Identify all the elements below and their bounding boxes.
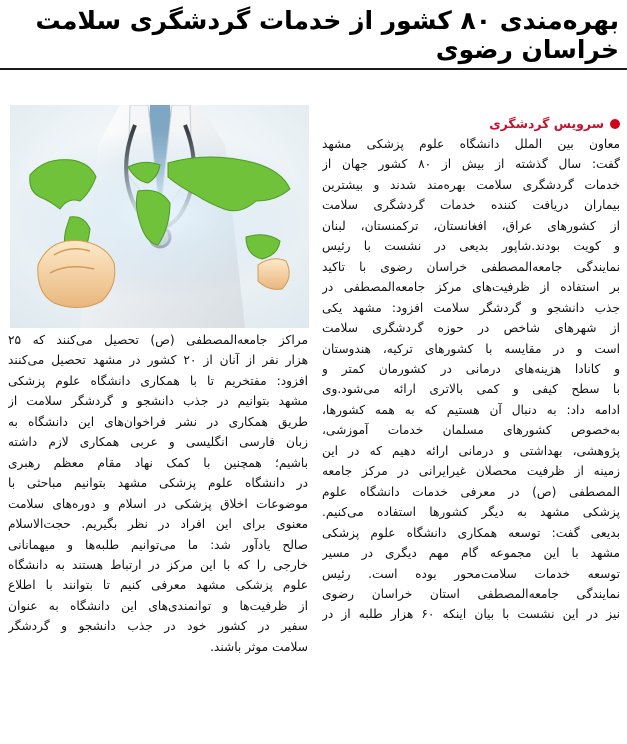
right-column-line: جذب دانشجو و گردشگر سلامت افزود: مشهد یکی: [322, 300, 620, 315]
left-column-line: صالح یادآور شد: ما می‌توانیم طلبه‌ها و میهمانانی: [8, 537, 308, 552]
right-column-line: المصطفی (ص) در معرفی خدمات دانشگاه علوم: [322, 484, 620, 499]
bullet-dot-icon: [610, 119, 620, 129]
headline-rule: [0, 68, 627, 70]
right-column-text: [322, 134, 620, 625]
right-column-line: با سطح کیفی و کمی بالاتری ارائه می‌شود.وی: [322, 382, 620, 397]
left-column-line: علوم پزشکی مشهد معرفی کنیم تا بتوانند با اطلاع: [8, 578, 308, 593]
left-column-line: طریق همکاری در نشر فراخوان‌های این دانشگاه به: [8, 414, 308, 429]
right-column-line: نیز در این نشست با بیان اینکه ۶۰ هزار طلبه از در: [322, 607, 620, 622]
left-column-line: در دانشگاه علوم پزشکی مشهد بتوانیم مباحثی با: [8, 476, 308, 491]
right-column-line: از کشورهای عراق، افغانستان، ترکمنستان، لبنان: [322, 218, 620, 233]
left-column-line: سلامت موثر باشند.: [210, 639, 308, 654]
left-column-line: مشهد بتوانیم در جذب دانشجو و گردشگر سلامت از: [8, 394, 308, 409]
left-column-line: موضوعات اخلاق پزشکی در اسلام و دوره‌های سلامت: [8, 496, 308, 511]
left-column-line: زبان فارسی انگلیسی و عربی همکاری لازم داشته: [8, 435, 308, 450]
left-column-line: باشیم؛ همچنین با کمک نهاد مقام معظم رهبری: [8, 455, 308, 470]
right-column-line: و کویت بودند.شاپور بدیعی در نشست با رئیس: [322, 239, 620, 254]
right-column-line: بیماران دریافت کننده خدمات گردشگری سلامت: [322, 198, 620, 213]
service-label: سرویس گردشگری: [489, 116, 604, 131]
right-column-line: پزشکی مشهد به دیگر کشورها استفاده می‌کنیم.: [322, 505, 620, 520]
left-column-line: هزار نفر از آنان از ۲۰ کشور در مشهد تحصیل می‌کنند: [8, 353, 308, 368]
right-column-line: ادامه داد: به دنبال آن هستیم که به همه کشورها،: [322, 402, 620, 417]
right-column-line: بدیعی گفت: توسعه همکاری دانشگاه علوم پزشکی: [322, 525, 620, 540]
right-column-line: و کانادا هزینه‌های درمانی در کشورمان کمتر و: [322, 361, 620, 376]
right-column-line: زمینه از ظرفیت محصلان غیرایرانی در مرکز جامعه: [322, 464, 620, 479]
article-column-left: [8, 330, 308, 657]
right-column-line: است و در مقایسه با کشورهای ترکیه، هندوستان: [322, 341, 620, 356]
right-column-line: توسعه خدمات سلامت‌محور بوده است. رئیس: [322, 566, 620, 581]
right-column-line: مشهد با این مجموعه گام مهم دیگری در مسیر: [322, 546, 620, 561]
service-byline: [322, 114, 620, 134]
right-column-line: پژوهشی، بهداشتی و درمانی ارائه دهیم که در این: [322, 443, 620, 458]
right-column-line: نمایندگی جامعه‌المصطفی خراسان رضوی با تاکید: [322, 259, 620, 274]
right-column-line: گفت: سال گذشته از بیش از ۸۰ کشور جهان از: [322, 157, 620, 172]
right-column-line: بر استفاده از ظرفیت‌های مرکز جامعه‌المصطفی در: [322, 280, 620, 295]
right-column-line: معاون بین الملل دانشگاه علوم پزشکی مشهد: [322, 137, 620, 151]
right-column-line: به‌خصوص کشورهای مسلمان خدمات آموزشی،: [322, 423, 620, 438]
left-column-line: از ظرفیت‌ها و توانمندی‌های این دانشگاه به عنوان: [8, 598, 308, 613]
left-column-line: سفیر در کشور خود در جذب دانشجو و گردشگر: [8, 619, 308, 634]
article-photo: [10, 105, 309, 328]
right-column-line: خدمات گردشگری سلامت بهره‌مند شدند و بیشترین: [322, 177, 620, 192]
right-column-line: نمایندگی جامعه‌المصطفی استان خراسان رضوی: [322, 586, 620, 601]
right-column-line: از شهرهای شاخص در حوزه گردشگری سلامت: [322, 321, 620, 336]
left-column-text: [8, 330, 308, 657]
article-column-right: [322, 114, 620, 625]
left-column-line: افزود: مفتخریم تا با همکاری دانشگاه علوم پزشکی: [8, 373, 308, 388]
left-column-line: معنوی برای این افراد در نظر بگیریم. حجت‌الاسلام: [8, 517, 308, 532]
headline: بهره‌مندی ۸۰ کشور از خدمات گردشگری سلامت خراسان رضوی: [35, 6, 619, 64]
left-column-line: خارجی را که با این مرکز در ارتباط هستند به دانشگاه: [8, 557, 308, 572]
left-column-line: مراکز جامعه‌المصطفی (ص) تحصیل می‌کنند که ۲۵: [8, 333, 308, 347]
doctor-holding-world-map-icon: [10, 105, 309, 328]
